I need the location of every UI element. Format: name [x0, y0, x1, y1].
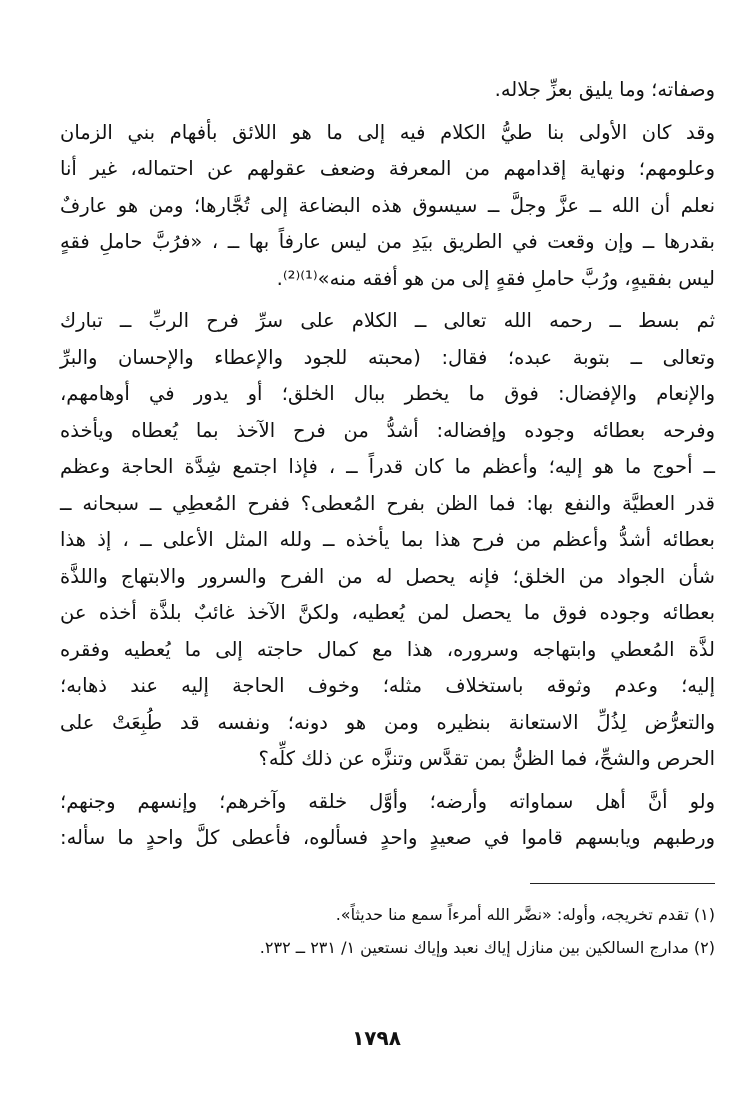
body-line: والتعرُّض لِذُلِّ الاستعانة بنظيره ومن هو دونه؛ ونفسه قد طُبِعَتْ على	[60, 710, 715, 734]
body-line: إليه؛ وعدم وثوقه باستخلاف مثله؛ وخوف الحاجة إليه عند ذهابه؛	[60, 674, 715, 697]
body-line: شأن الجواد من الخلق؛ فإنه يحصل له من الفرح والسرور والابتهاج واللذَّة	[60, 564, 715, 588]
footnote-1: (١) تقدم تخريجه، وأوله: «نضَّر الله أمرءاً سمع منا حديثاً».	[335, 904, 715, 924]
body-line: قدر العطيَّة والنفع بها: فما الظن بفرح المُعطى؟ ففرح المُعطِي ــ سبحانه ــ	[60, 491, 715, 515]
body-line: لذَّة المُعطي وابتهاجه وسروره، هذا مع كمال حاجته إلى ما يُعطيه وفقره	[60, 637, 715, 661]
body-line: وقد كان الأولى بنا طيُّ الكلام فيه إلى ما هو اللائق بأفهام بني الزمان	[60, 120, 715, 144]
page-body	[60, 72, 715, 964]
body-line: ثم بسط ــ رحمه الله تعالى ــ الكلام على سرِّ فرح الربِّ ــ تبارك	[60, 309, 715, 332]
body-line: ليس بفقيهٍ، ورُبَّ حاملِ فقهٍ إلى من هو أفقه منه»⁽¹⁾⁽²⁾.	[276, 266, 715, 290]
body-line: ولو أنَّ أهل سماواته وأرضه؛ وأوَّل خلقه وآخرهم؛ وإنسهم وجنهم؛	[60, 789, 715, 813]
page-number: ١٧٩٨	[352, 1026, 401, 1050]
body-line: وتعالى ــ بتوبة عبده؛ فقال: (محبته للجود والإعطاء والإحسان والبرِّ	[60, 345, 715, 369]
body-line: الحرص والشحِّ، فما الظنُّ بمن تقدَّس وتنزَّه عن ذلك كلِّه؟	[258, 747, 715, 770]
footnote-separator	[530, 883, 715, 884]
body-line: ــ أحوج ما هو إليه؛ وأعظم ما كان قدراً ــ ، فإذا اجتمع شِدَّة الحاجة وعظم	[60, 455, 715, 478]
body-line: بقدرها ــ وإن وقعت في الطريق بيَدِ من ليس عارفاً بها ــ ، «فرُبَّ حاملِ فقهٍ	[60, 230, 715, 253]
body-line: ورطبهم ويابسهم قاموا في صعيدٍ واحدٍ فسألوه، فأعطى كلَّ واحدٍ ما سأله:	[60, 826, 715, 849]
body-line: بعطائه أشدُّ وأعظم من فرح هذا بما يأخذه ــ ولله المثل الأعلى ــ ، إذ هذا	[60, 528, 715, 551]
body-line: والإنعام والإفضال: فوق ما يخطر ببال الخلق؛ أو يدور في أوهامهم،	[60, 382, 715, 405]
body-line: وفرحه بعطائه وجوده وإفضاله: أشدُّ من فرح الآخذ بما يُعطاه ويأخذه	[60, 418, 715, 442]
footnote-2: (٢) مدارج السالكين بين منازل إياك نعبد وإياك نستعين ١/ ٢٣١ ــ ٢٣٢.	[259, 937, 715, 957]
body-line: وصفاته؛ وما يليق بعزِّ جلاله.	[494, 78, 715, 101]
body-line: نعلم أن الله ــ عزَّ وجلَّ ــ سيسوق هذه البضاعة إلى تُجَّارها؛ ومن هو عارفٌ	[60, 193, 715, 217]
body-line: بعطائه وجوده فوق ما يحصل لمن يُعطيه، ولكنَّ الآخذ غائبٌ بلذَّة أخذه عن	[60, 601, 715, 624]
body-line: وعلومهم؛ ونهاية إقدامهم من المعرفة وضعف عقولهم عن احتماله، غير أنا	[60, 157, 715, 180]
